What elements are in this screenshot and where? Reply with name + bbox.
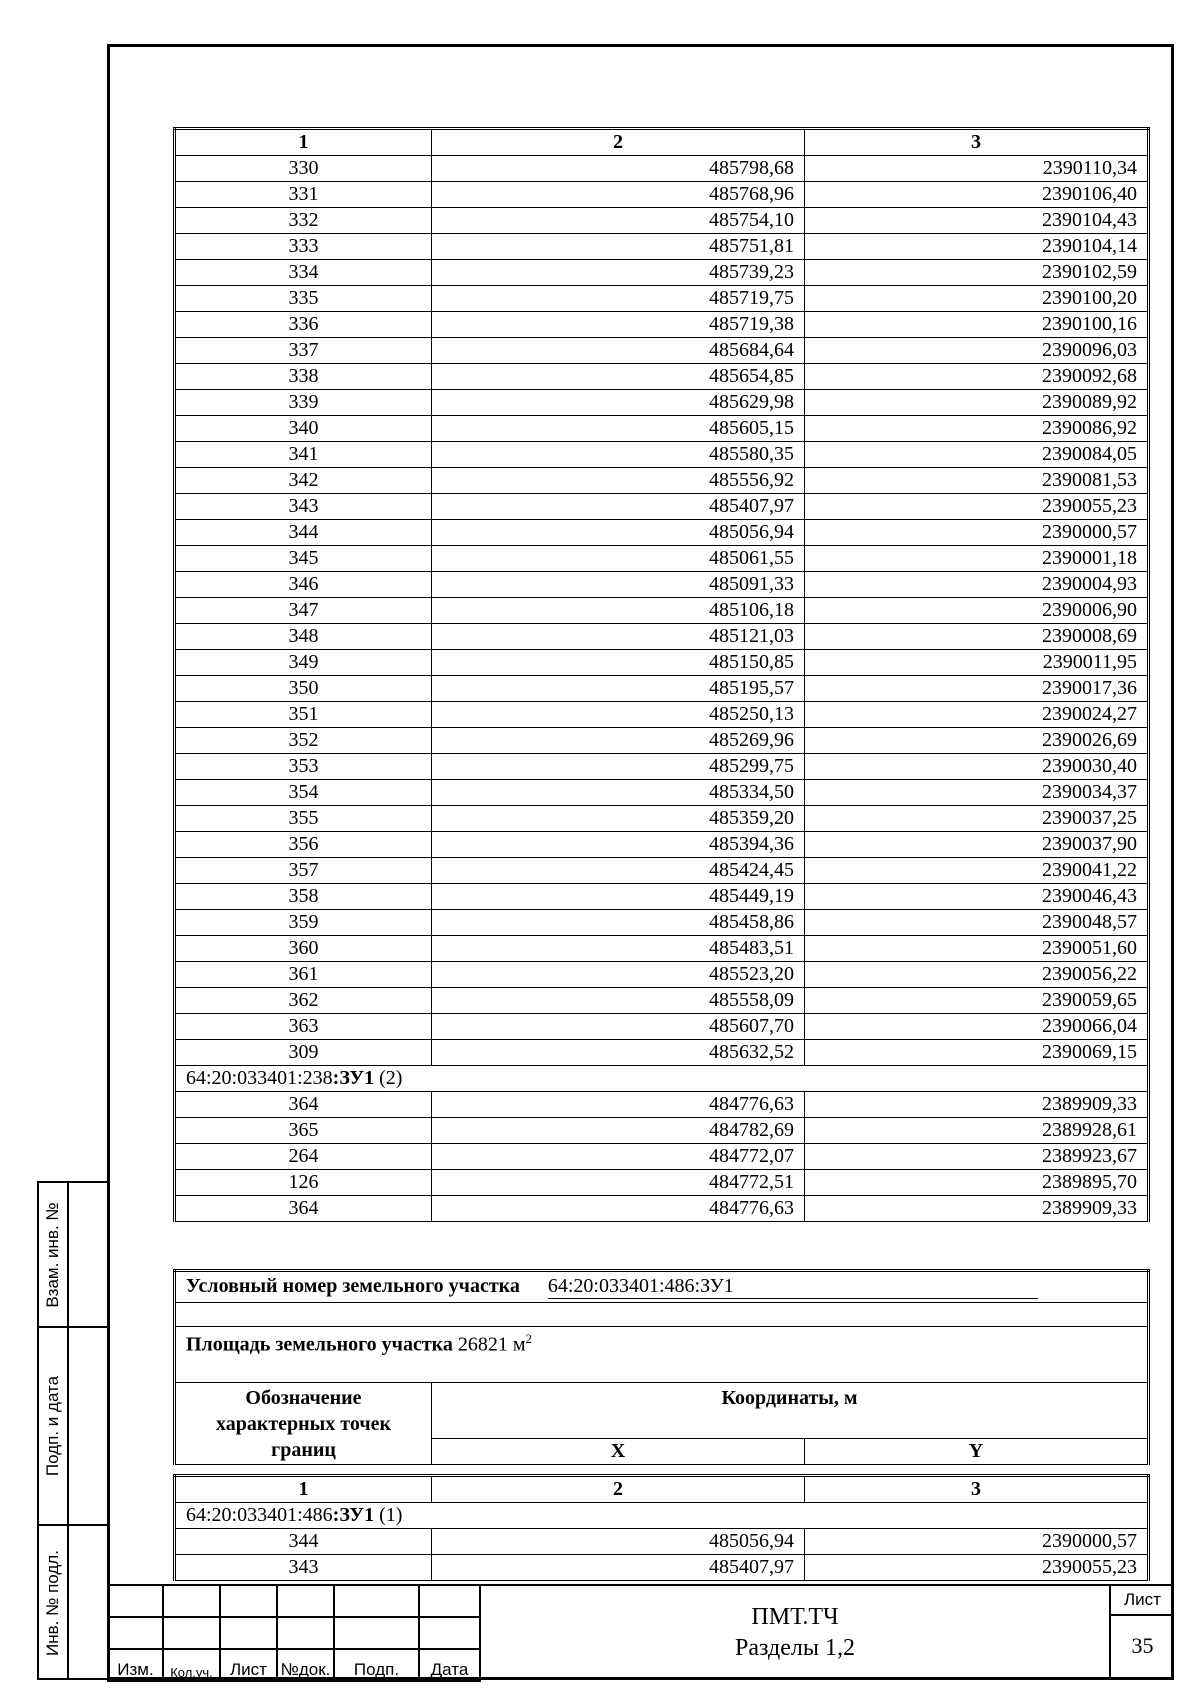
group-row [175, 1503, 1149, 1529]
coord-x: 485629,98 [432, 390, 805, 416]
point-id: 344 [175, 1529, 432, 1555]
table-row [175, 338, 1149, 364]
sheet-label: Лист [1111, 1586, 1174, 1616]
coord-x: 485121,03 [432, 624, 805, 650]
coord-y: 2390106,40 [805, 182, 1149, 208]
coord-y: 2390000,57 [805, 520, 1149, 546]
coord-x: 485523,20 [432, 962, 805, 988]
point-id: 355 [175, 806, 432, 832]
table-row [175, 312, 1149, 338]
table-row [175, 494, 1149, 520]
coord-y: 2390066,04 [805, 1014, 1149, 1040]
table-row [175, 1555, 1149, 1581]
point-id: 345 [175, 546, 432, 572]
coord-y: 2390037,25 [805, 806, 1149, 832]
coord-y: 2390104,43 [805, 208, 1149, 234]
point-id: 338 [175, 364, 432, 390]
coord-x: 485407,97 [432, 494, 805, 520]
coord-y: 2390096,03 [805, 338, 1149, 364]
group-prefix: 64:20:033401:238 [186, 1067, 333, 1089]
table-row [175, 416, 1149, 442]
header-col2: 2 [432, 129, 805, 156]
tb-izm: Изм. [108, 1649, 163, 1681]
coord-y: 2390011,95 [805, 650, 1149, 676]
coord-y: 2389923,67 [805, 1144, 1149, 1170]
table-row [175, 624, 1149, 650]
table-row [175, 988, 1149, 1014]
tb-podp: Подп. [334, 1649, 419, 1681]
group-suffix: (1) [374, 1504, 403, 1526]
table-row [175, 572, 1149, 598]
header-col3: 3 [805, 129, 1149, 156]
table-row [175, 1014, 1149, 1040]
group-suffix: (2) [374, 1067, 403, 1089]
table-row [175, 1529, 1149, 1555]
table-row [175, 780, 1149, 806]
table-row [175, 910, 1149, 936]
coord-y: 2390017,36 [805, 676, 1149, 702]
coord-x: 485768,96 [432, 182, 805, 208]
table-header-row [175, 129, 1149, 156]
header-col1: 1 [175, 129, 432, 156]
coord-y: 2390089,92 [805, 390, 1149, 416]
coord-y: 2390100,16 [805, 312, 1149, 338]
coord-y: 2390059,65 [805, 988, 1149, 1014]
group-prefix: 64:20:033401:486 [186, 1504, 333, 1526]
coord-x: 485754,10 [432, 208, 805, 234]
table-row [175, 546, 1149, 572]
table-row [175, 520, 1149, 546]
sheet-box [1109, 1584, 1174, 1680]
coord-x: 485407,97 [432, 1555, 805, 1581]
coord-x: 485798,68 [432, 156, 805, 182]
point-id: 341 [175, 442, 432, 468]
point-id: 362 [175, 988, 432, 1014]
point-id: 352 [175, 728, 432, 754]
group-bold: :ЗУ1 [332, 1504, 375, 1526]
point-id: 126 [175, 1170, 432, 1196]
coord-x: 485751,81 [432, 234, 805, 260]
coord-y: 2390037,90 [805, 832, 1149, 858]
coord-y: 2390000,57 [805, 1529, 1149, 1555]
coord-y: 2390008,69 [805, 624, 1149, 650]
coord-x: 485719,75 [432, 286, 805, 312]
coord-x: 485580,35 [432, 442, 805, 468]
parcel-info [173, 1269, 1150, 1465]
coord-x: 484782,69 [432, 1118, 805, 1144]
point-id: 333 [175, 234, 432, 260]
table-row [175, 260, 1149, 286]
sheet-number: 35 [1131, 1633, 1154, 1658]
table-row [175, 728, 1149, 754]
point-id: 348 [175, 624, 432, 650]
coord-x: 485719,38 [432, 312, 805, 338]
coord-x: 485195,57 [432, 676, 805, 702]
col-y-header: Y [805, 1439, 1149, 1465]
point-id: 347 [175, 598, 432, 624]
coord-x: 485739,23 [432, 260, 805, 286]
point-id: 354 [175, 780, 432, 806]
coord-y: 2390046,43 [805, 884, 1149, 910]
point-id: 335 [175, 286, 432, 312]
coord-x: 485607,70 [432, 1014, 805, 1040]
side-cell-inv [39, 1526, 107, 1680]
coord-x: 485458,86 [432, 910, 805, 936]
table-row [175, 806, 1149, 832]
parcel-area-value: 26821 м [457, 1333, 526, 1356]
coord-y: 2390048,57 [805, 910, 1149, 936]
table-row [175, 676, 1149, 702]
coord-x: 485091,33 [432, 572, 805, 598]
table-row [175, 208, 1149, 234]
coord-y: 2390024,27 [805, 702, 1149, 728]
coord-x: 484776,63 [432, 1092, 805, 1118]
point-id: 264 [175, 1144, 432, 1170]
parcel-area-sup: 2 [525, 1331, 533, 1346]
point-id: 342 [175, 468, 432, 494]
coord-y: 2390030,40 [805, 754, 1149, 780]
point-id: 363 [175, 1014, 432, 1040]
point-id: 343 [175, 494, 432, 520]
coord-y: 2390041,22 [805, 858, 1149, 884]
side-cell-podp [39, 1328, 107, 1526]
side-label-vzam: Взам. инв. № [43, 1201, 62, 1308]
table-row [175, 1170, 1149, 1196]
table-row [175, 286, 1149, 312]
table-row [175, 364, 1149, 390]
table-row [175, 234, 1149, 260]
coord-x: 484772,51 [432, 1170, 805, 1196]
title-main [479, 1584, 1109, 1680]
coord-y: 2390004,93 [805, 572, 1149, 598]
coord-y: 2390084,05 [805, 442, 1149, 468]
table-row [175, 702, 1149, 728]
coord-y: 2389928,61 [805, 1118, 1149, 1144]
coord-x: 485106,18 [432, 598, 805, 624]
coord-x: 484772,07 [432, 1144, 805, 1170]
point-id: 344 [175, 520, 432, 546]
parcel-area-label: Площадь земельного участка [186, 1333, 453, 1356]
table-row [175, 598, 1149, 624]
tb-list: Лист [220, 1649, 277, 1681]
point-id: 349 [175, 650, 432, 676]
coord-x: 485056,94 [432, 1529, 805, 1555]
coord-y: 2390034,37 [805, 780, 1149, 806]
point-id: 365 [175, 1118, 432, 1144]
coordinates-table [173, 127, 1150, 1222]
coord-y: 2390055,23 [805, 494, 1149, 520]
table-row [175, 182, 1149, 208]
header-col2: 2 [432, 1476, 805, 1503]
coord-y: 2389909,33 [805, 1092, 1149, 1118]
coord-x: 485556,92 [432, 468, 805, 494]
table-row [175, 832, 1149, 858]
coord-y: 2390086,92 [805, 416, 1149, 442]
point-id: 330 [175, 156, 432, 182]
coord-x: 485359,20 [432, 806, 805, 832]
point-id: 359 [175, 910, 432, 936]
coord-x: 485483,51 [432, 936, 805, 962]
point-id: 364 [175, 1092, 432, 1118]
coord-y: 2390026,69 [805, 728, 1149, 754]
coordinates-table-2 [173, 1474, 1150, 1581]
coord-y: 2390110,34 [805, 156, 1149, 182]
header-col1: 1 [175, 1476, 432, 1503]
tb-data: Дата [419, 1649, 480, 1681]
coord-x: 485654,85 [432, 364, 805, 390]
table-row [175, 156, 1149, 182]
point-id: 350 [175, 676, 432, 702]
point-id: 343 [175, 1555, 432, 1581]
point-id: 331 [175, 182, 432, 208]
side-label-inv: Инв. № подл. [43, 1550, 62, 1656]
table-row [175, 442, 1149, 468]
table-row [175, 650, 1149, 676]
coord-x: 485061,55 [432, 546, 805, 572]
table-row [175, 1040, 1149, 1066]
point-id: 361 [175, 962, 432, 988]
doc-section: Разделы 1,2 [734, 1635, 855, 1661]
col-points-header: Обозначение характерных точек границ [175, 1383, 432, 1465]
point-id: 334 [175, 260, 432, 286]
coord-y: 2390104,14 [805, 234, 1149, 260]
parcel-number-value: 64:20:033401:486:ЗУ1 [548, 1275, 1038, 1299]
coord-x: 485334,50 [432, 780, 805, 806]
title-block [107, 1584, 1174, 1680]
coord-y: 2390092,68 [805, 364, 1149, 390]
table-row [175, 884, 1149, 910]
coord-x: 484776,63 [432, 1196, 805, 1222]
point-id: 332 [175, 208, 432, 234]
coord-y: 2390069,15 [805, 1040, 1149, 1066]
point-id: 360 [175, 936, 432, 962]
point-id: 339 [175, 390, 432, 416]
table-row [175, 962, 1149, 988]
coord-x: 485394,36 [432, 832, 805, 858]
coord-x: 485605,15 [432, 416, 805, 442]
point-id: 346 [175, 572, 432, 598]
coord-x: 485632,52 [432, 1040, 805, 1066]
table-row [175, 754, 1149, 780]
header-col3: 3 [805, 1476, 1149, 1503]
side-stamp [37, 1181, 107, 1680]
coord-y: 2390056,22 [805, 962, 1149, 988]
point-id: 340 [175, 416, 432, 442]
coord-y: 2390006,90 [805, 598, 1149, 624]
parcel-number-label: Условный номер земельного участка [186, 1275, 520, 1297]
col-x-header: X [432, 1439, 805, 1465]
coord-x: 485684,64 [432, 338, 805, 364]
table-header-row [175, 1476, 1149, 1503]
point-id: 336 [175, 312, 432, 338]
coord-y: 2390081,53 [805, 468, 1149, 494]
point-id: 353 [175, 754, 432, 780]
table-row [175, 936, 1149, 962]
group-bold: :ЗУ1 [332, 1067, 375, 1089]
tb-ndok: №док. [277, 1649, 334, 1681]
coord-y: 2390001,18 [805, 546, 1149, 572]
coord-x: 485299,75 [432, 754, 805, 780]
table-row [175, 1118, 1149, 1144]
point-id: 309 [175, 1040, 432, 1066]
coord-x: 485449,19 [432, 884, 805, 910]
side-cell-vzam [39, 1183, 107, 1328]
table-row [175, 1092, 1149, 1118]
group-row [175, 1066, 1149, 1092]
table-row [175, 1144, 1149, 1170]
coord-y: 2389909,33 [805, 1196, 1149, 1222]
point-id: 356 [175, 832, 432, 858]
coord-y: 2390055,23 [805, 1555, 1149, 1581]
coord-x: 485150,85 [432, 650, 805, 676]
revision-grid [107, 1584, 481, 1682]
point-id: 337 [175, 338, 432, 364]
coord-y: 2389895,70 [805, 1170, 1149, 1196]
table-row [175, 468, 1149, 494]
point-id: 358 [175, 884, 432, 910]
side-label-podp: Подп. и дата [43, 1375, 62, 1477]
table-row [175, 1196, 1149, 1222]
table-row [175, 390, 1149, 416]
coord-x: 485424,45 [432, 858, 805, 884]
coord-y: 2390100,20 [805, 286, 1149, 312]
coord-y: 2390102,59 [805, 260, 1149, 286]
point-id: 364 [175, 1196, 432, 1222]
coord-x: 485269,96 [432, 728, 805, 754]
coord-y: 2390051,60 [805, 936, 1149, 962]
table-row [175, 858, 1149, 884]
doc-code: ПМТ.ТЧ [751, 1604, 839, 1630]
tb-kol: Кол.уч. [163, 1649, 220, 1681]
col-coords-header: Координаты, м [432, 1383, 1149, 1439]
point-id: 351 [175, 702, 432, 728]
coord-x: 485250,13 [432, 702, 805, 728]
coord-x: 485558,09 [432, 988, 805, 1014]
point-id: 357 [175, 858, 432, 884]
coord-x: 485056,94 [432, 520, 805, 546]
